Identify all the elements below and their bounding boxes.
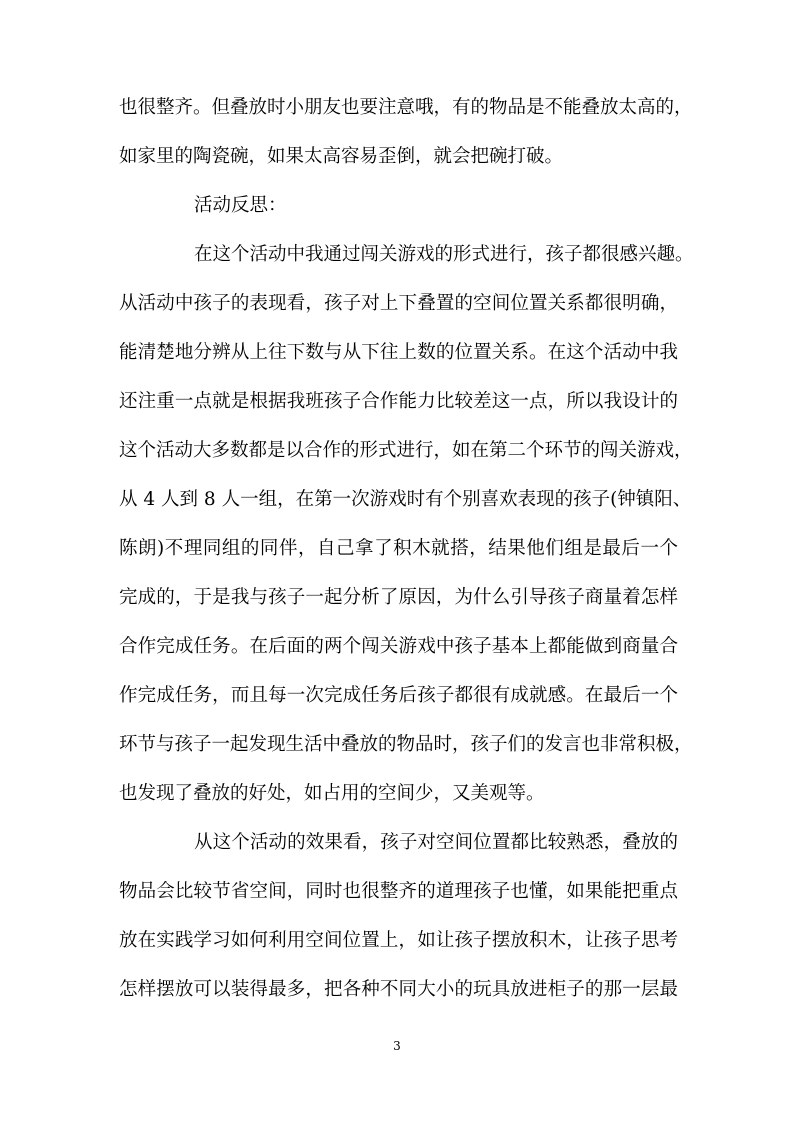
text-line-6: 能清楚地分辨从上往下数与从下往上数的位置关系。在这个活动中我 bbox=[119, 342, 678, 363]
text-line-13: 作完成任务，而且每一次完成任务后孩子都很有成就感。在最后一个 bbox=[119, 685, 678, 706]
text-line-10: 陈朗)不理同组的同伴，自己拿了积木就搭，结果他们组是最后一个 bbox=[119, 538, 678, 559]
text-line-4: 在这个活动中我通过闯关游戏的形式进行，孩子都很感兴趣。 bbox=[194, 244, 694, 265]
text-line-9: 从 4 人到 8 人一组，在第一次游戏时有个别喜欢表现的孩子(钟镇阳、 bbox=[119, 489, 692, 510]
text-line-5: 从活动中孩子的表现看，孩子对上下叠置的空间位置关系都很明确， bbox=[119, 293, 678, 314]
text-line-7: 还注重一点就是根据我班孩子合作能力比较差这一点，所以我设计的 bbox=[119, 391, 678, 412]
page-number: 3 bbox=[393, 1039, 401, 1053]
text-line-17: 物品会比较节省空间，同时也很整齐的道理孩子也懂，如果能把重点 bbox=[119, 881, 678, 902]
text-line-15: 也发现了叠放的好处，如占用的空间少，又美观等。 bbox=[119, 783, 545, 804]
text-line-8: 这个活动大多数都是以合作的形式进行，如在第二个环节的闯关游戏， bbox=[119, 440, 693, 461]
text-line-11: 完成的，于是我与孩子一起分析了原因，为什么引导孩子商量着怎样 bbox=[119, 587, 678, 608]
text-line-12: 合作完成任务。在后面的两个闯关游戏中孩子基本上都能做到商量合 bbox=[119, 636, 678, 657]
text-line-19: 怎样摆放可以装得最多，把各种不同大小的玩具放进柜子的那一层最 bbox=[119, 979, 678, 1000]
section-heading-reflection: 活动反思： bbox=[194, 195, 287, 216]
text-line-14: 环节与孩子一起发现生活中叠放的物品时，孩子们的发言也非常积极， bbox=[119, 734, 693, 755]
text-line-16: 从这个活动的效果看，孩子对空间位置都比较熟悉，叠放的 bbox=[194, 832, 678, 853]
text-line-2: 如家里的陶瓷碗，如果太高容易歪倒，就会把碗打破。 bbox=[119, 146, 564, 167]
text-line-18: 放在实践学习如何利用空间位置上，如让孩子摆放积木，让孩子思考 bbox=[119, 930, 678, 951]
text-line-1: 也很整齐。但叠放时小朋友也要注意哦，有的物品是不能叠放太高的， bbox=[119, 97, 693, 118]
